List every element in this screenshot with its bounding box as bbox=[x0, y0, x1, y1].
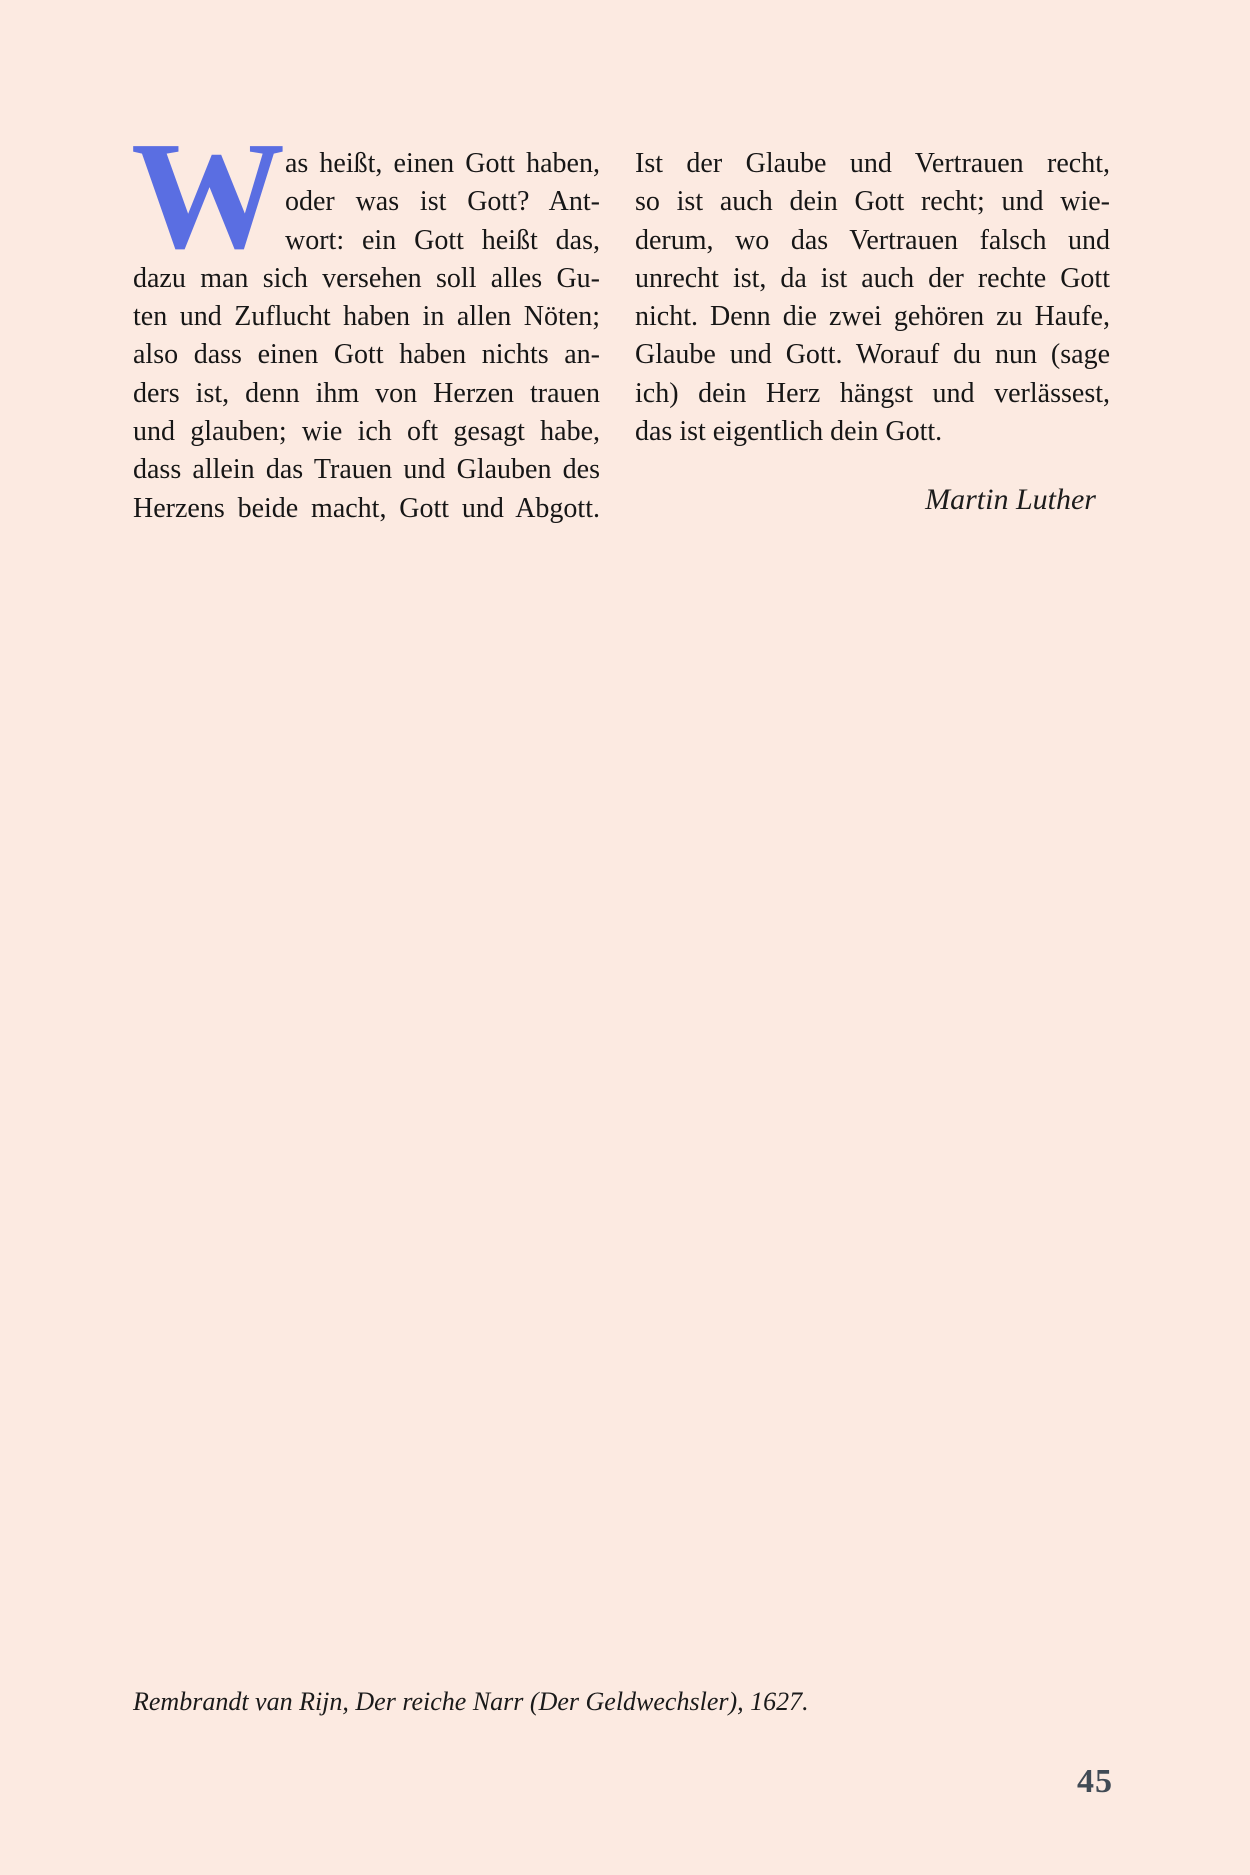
text-line: unrecht ist, da ist auch der rechte Gott bbox=[635, 262, 1110, 294]
text-line: Ist der Glaube und Vertrauen recht, bbox=[635, 148, 1110, 179]
right-text-column bbox=[635, 145, 1110, 451]
text-line: so ist auch dein Gott recht; und wie- bbox=[635, 186, 1110, 218]
text-line: as heißt, einen Gott haben, bbox=[285, 148, 600, 179]
text-line: und glauben; wie ich oft gesagt habe, bbox=[133, 416, 600, 448]
text-line: nicht. Denn die zwei gehören zu Haufe, bbox=[635, 301, 1110, 333]
drop-cap-letter: W bbox=[131, 111, 285, 281]
text-line: ders ist, denn ihm von Herzen trauen bbox=[133, 377, 600, 409]
image-caption: Rembrandt van Rijn, Der reiche Narr (Der Geldwechsler), 1627. bbox=[133, 1687, 809, 1716]
text-line: Herzens beide macht, Gott und Abgott. bbox=[133, 492, 600, 524]
text-line: dazu man sich versehen soll alles Gu- bbox=[133, 262, 600, 294]
text-line: also dass einen Gott haben nichts an- bbox=[133, 339, 600, 371]
text-line: das ist eigentlich dein Gott. bbox=[635, 416, 943, 448]
text-line: oder was ist Gott? Ant- bbox=[285, 186, 600, 218]
text-line: wort: ein Gott heißt das, bbox=[285, 224, 600, 256]
text-line: ich) dein Herz hängst und verlässest, bbox=[635, 377, 1110, 409]
page-number: 45 bbox=[1077, 1763, 1113, 1800]
quote-attribution: Martin Luther bbox=[925, 483, 1096, 516]
text-line: dass allein das Trauen und Glauben des bbox=[133, 454, 600, 486]
text-line: ten und Zuflucht haben in allen Nöten; bbox=[133, 301, 600, 333]
left-text-column bbox=[133, 145, 600, 528]
text-line: derum, wo das Vertrauen falsch und bbox=[635, 224, 1110, 256]
text-line: Glaube und Gott. Worauf du nun (sage bbox=[635, 339, 1110, 371]
